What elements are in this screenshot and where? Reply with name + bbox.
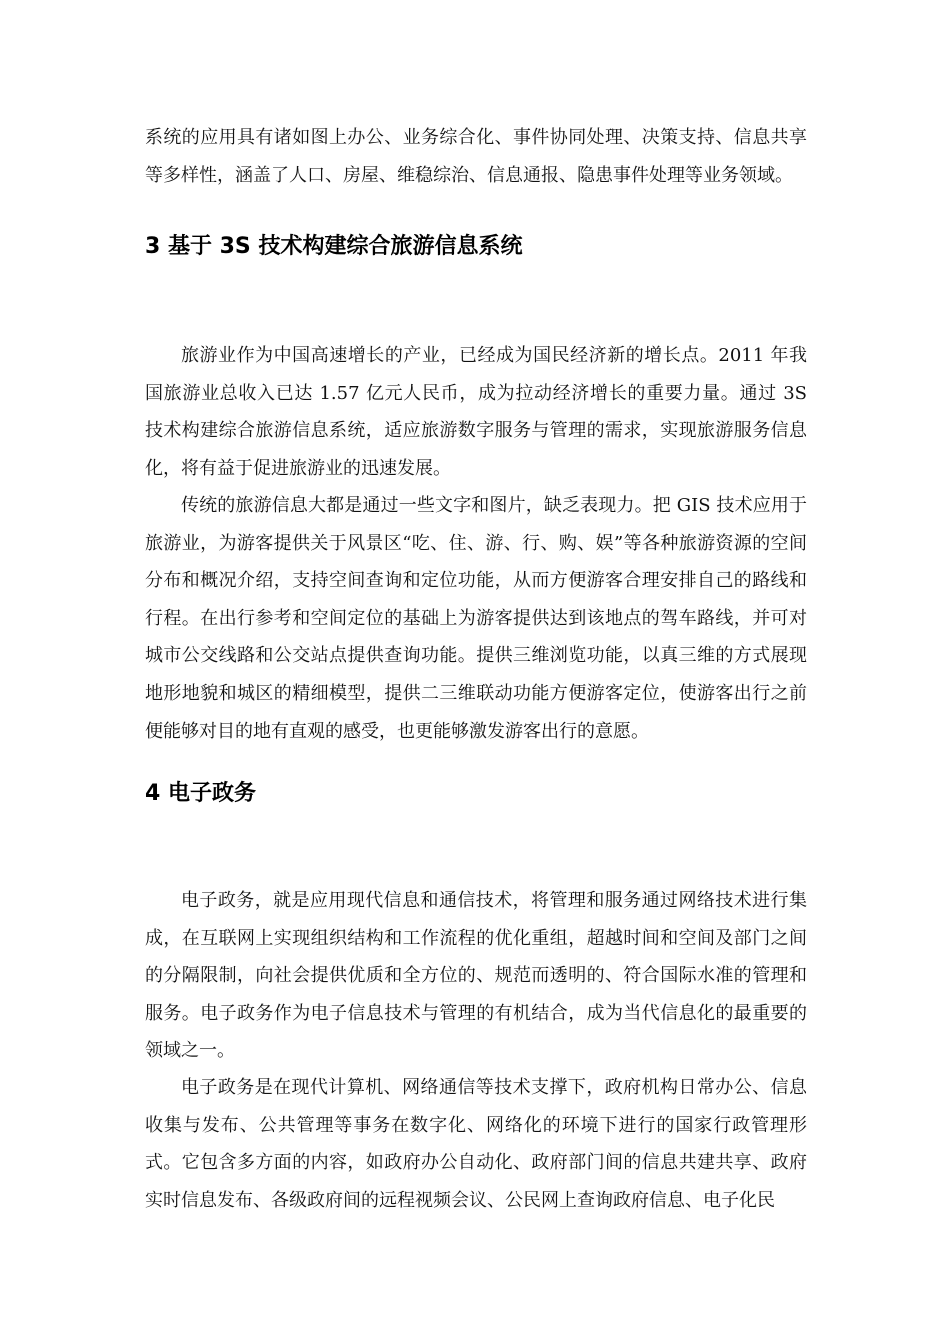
paragraph-e-government-content: 电子政务是在现代计算机、网络通信等技术支撑下，政府机构日常办公、信息收集与发布、公共管理等事务在数字化、网络化的环境下进行的国家行政管理形式。它包含多方面的内容，如政府办公自动化、政府部门间的信息共建共享、政府实时信息发布、各级政府间的远程视频会议、公民网上查询政府信息、电子化民 (145, 1077, 807, 1211)
paragraph-tourism-industry: 旅游业作为中国高速增长的产业，已经成为国民经济新的增长点。2011 年我国旅游业总收入已达 1.57 亿元人民币，成为拉动经济增长的重要力量。通过 3S 技术构建综合旅游信息系统，适应旅游数字服务与管理的需求，实现旅游服务信息化，将有益于促进旅游业的迅速发展。 (145, 345, 807, 479)
section-heading-e-government: 4 电子政务 (145, 781, 256, 806)
paragraph-gis-tourism: 传统的旅游信息大都是通过一些文字和图片，缺乏表现力。把 GIS 技术应用于旅游业，为游客提供关于风景区“吃、住、游、行、购、娱”等各种旅游资源的空间分布和概况介绍，支持空间查询和定位功能，从而方便游客合理安排自己的路线和行程。在出行参考和空间定位的基础上为游客提供达到该地点的驾车路线，并可对城市公交线路和公交站点提供查询功能。提供三维浏览功能，以真三维的方式展现地形地貌和城区的精细模型，提供二三维联动功能方便游客定位，使游客出行之前便能够对目的地有直观的感受，也更能够激发游客出行的意愿。 (145, 495, 807, 742)
paragraph-system-applications: 系统的应用具有诸如图上办公、业务综合化、事件协同处理、决策支持、信息共享等多样性，涵盖了人口、房屋、维稳综治、信息通报、隐患事件处理等业务领域。 (145, 127, 807, 186)
paragraph-e-government-definition: 电子政务，就是应用现代信息和通信技术，将管理和服务通过网络技术进行集成，在互联网上实现组织结构和工作流程的优化重组，超越时间和空间及部门之间的分隔限制，向社会提供优质和全方位的、规范而透明的、符合国际水准的管理和服务。电子政务作为电子信息技术与管理的有机结合，成为当代信息化的最重要的领域之一。 (145, 890, 807, 1062)
section-heading-tourism-system: 3 基于 3S 技术构建综合旅游信息系统 (145, 234, 523, 259)
